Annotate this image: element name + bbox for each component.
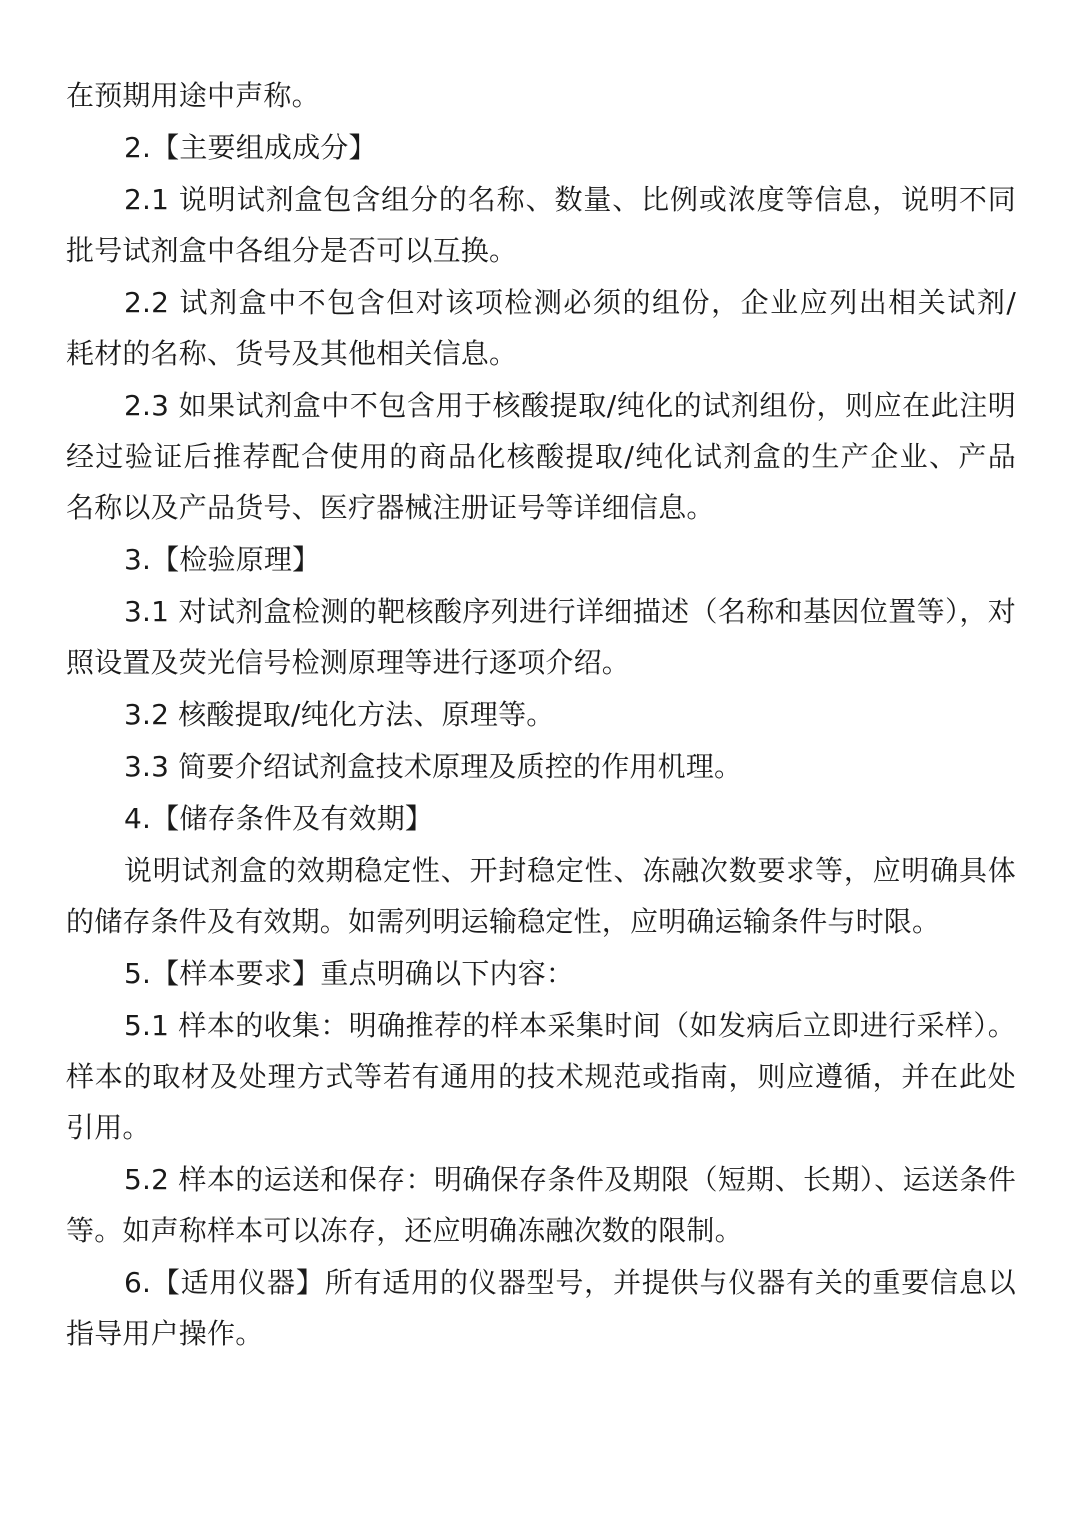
text-line: 批号试剂盒中各组分是否可以互换。 — [66, 234, 518, 267]
paragraph — [66, 174, 1016, 276]
paragraph — [66, 793, 1016, 844]
paragraph — [66, 948, 1016, 999]
text-line: 2.【主要组成成分】 — [124, 131, 377, 164]
text-line: 3.3 简要介绍试剂盒技术原理及质控的作用机理。 — [124, 750, 743, 783]
text-line: 等。如声称样本可以冻存，还应明确冻融次数的限制。 — [66, 1214, 743, 1247]
paragraph — [66, 1000, 1016, 1153]
text-line: 引用。 — [66, 1111, 151, 1144]
paragraph — [66, 1154, 1016, 1256]
text-line: 3.1 对试剂盒检测的靶核酸序列进行详细描述（名称和基因位置等），对 — [124, 595, 1016, 628]
text-line: 说明试剂盒的效期稳定性、开封稳定性、冻融次数要求等，应明确具体 — [124, 854, 1016, 887]
text-line: 在预期用途中声称。 — [66, 79, 320, 112]
paragraph — [66, 586, 1016, 688]
text-line: 样本的取材及处理方式等若有通用的技术规范或指南，则应遵循，并在此处 — [66, 1060, 1016, 1093]
text-line: 照设置及荧光信号检测原理等进行逐项介绍。 — [66, 646, 631, 679]
paragraph — [66, 1257, 1016, 1359]
text-line: 5.1 样本的收集：明确推荐的样本采集时间（如发病后立即进行采样）。 — [124, 1009, 1016, 1042]
paragraph — [66, 380, 1016, 533]
text-line: 5.【样本要求】重点明确以下内容： — [124, 957, 575, 990]
text-line: 2.1 说明试剂盒包含组分的名称、数量、比例或浓度等信息，说明不同 — [124, 183, 1016, 216]
text-line: 5.2 样本的运送和保存：明确保存条件及期限（短期、长期）、运送条件 — [124, 1163, 1016, 1196]
text-line: 4.【储存条件及有效期】 — [124, 802, 434, 835]
text-line: 2.2 试剂盒中不包含但对该项检测必须的组份，企业应列出相关试剂/ — [124, 286, 1016, 319]
paragraph — [66, 122, 1016, 173]
document-page — [66, 70, 1016, 1360]
paragraph — [66, 70, 1016, 121]
text-line: 2.3 如果试剂盒中不包含用于核酸提取/纯化的试剂组份，则应在此注明 — [124, 389, 1016, 422]
paragraph — [66, 845, 1016, 947]
paragraph — [66, 689, 1016, 740]
text-line: 3.【检验原理】 — [124, 543, 321, 576]
text-line: 经过验证后推荐配合使用的商品化核酸提取/纯化试剂盒的生产企业、产品 — [66, 440, 1016, 473]
document-body — [66, 70, 1016, 1359]
text-line: 名称以及产品货号、医疗器械注册证号等详细信息。 — [66, 491, 715, 524]
paragraph — [66, 741, 1016, 792]
paragraph — [66, 277, 1016, 379]
text-line: 6.【适用仪器】所有适用的仪器型号，并提供与仪器有关的重要信息以 — [124, 1266, 1016, 1299]
text-line: 3.2 核酸提取/纯化方法、原理等。 — [124, 698, 555, 731]
text-line: 的储存条件及有效期。如需列明运输稳定性，应明确运输条件与时限。 — [66, 905, 941, 938]
text-line: 指导用户操作。 — [66, 1317, 264, 1350]
paragraph — [66, 534, 1016, 585]
text-line: 耗材的名称、货号及其他相关信息。 — [66, 337, 518, 370]
